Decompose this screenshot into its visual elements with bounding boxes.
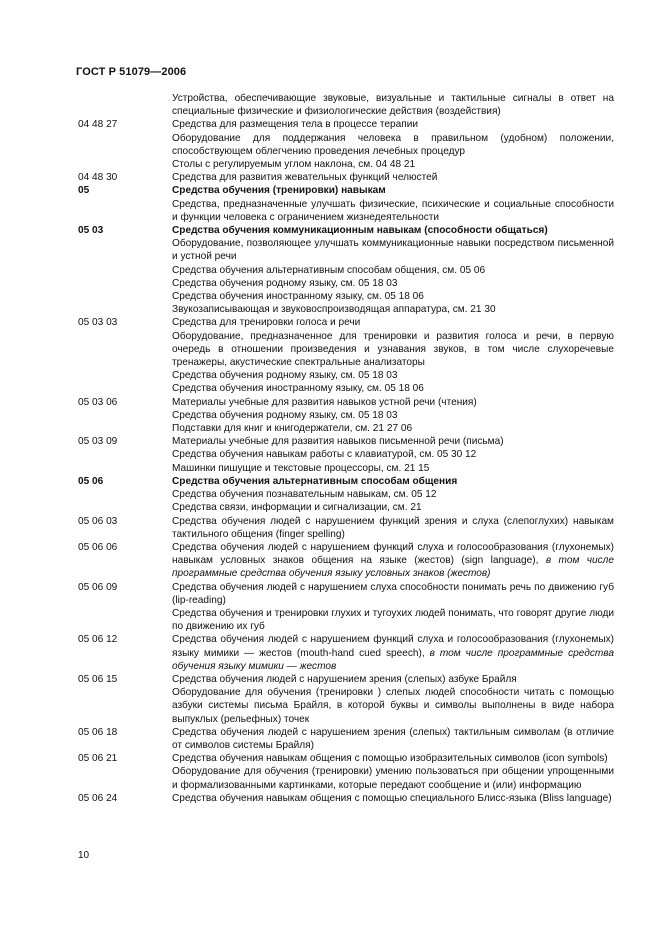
row-text-main: Средства обучения родному языку, см. 05 18 03 <box>172 277 398 289</box>
classification-row <box>0 765 661 791</box>
row-text <box>172 633 614 673</box>
classification-row <box>0 475 661 488</box>
classification-row <box>0 752 661 765</box>
classification-row <box>0 501 661 514</box>
row-text <box>172 237 614 263</box>
row-text <box>172 132 614 158</box>
row-text <box>172 607 614 633</box>
row-code: 05 <box>78 185 90 197</box>
row-text-main: Средства обучения людей с нарушением слуха способности понимать речь по движению губ (lip-reading) <box>172 581 614 606</box>
row-text <box>172 118 614 131</box>
row-code: 05 06 18 <box>78 726 118 738</box>
row-text-main: Средства обучения родному языку, см. 05 18 03 <box>172 370 398 382</box>
classification-row <box>0 277 661 290</box>
page-number: 10 <box>78 850 90 861</box>
row-text <box>172 184 614 197</box>
row-text <box>172 382 614 395</box>
classification-row <box>0 541 661 581</box>
row-text-main: Средства обучения альтернативным способам общения, см. 05 06 <box>172 264 486 276</box>
row-code: 05 06 15 <box>78 673 118 685</box>
row-text-main: Средства обучения иностранному языку, см. 05 18 06 <box>172 291 424 303</box>
row-code: 05 06 <box>78 475 104 487</box>
row-text <box>172 158 614 171</box>
row-text-italic: в том числе программные средства обучения языку мимики — жестов <box>172 647 614 672</box>
row-text-main: Средства обучения иностранному языку, см. 05 18 06 <box>172 383 424 395</box>
classification-row <box>0 237 661 263</box>
classification-row <box>0 633 661 673</box>
classification-row <box>0 369 661 382</box>
row-text <box>172 765 614 791</box>
row-text <box>172 409 614 422</box>
row-text-main: Оборудование, позволяющее улучшать коммуникационные навыки посредством письменной и устной речи <box>172 238 614 263</box>
row-text-main: Материалы учебные для развития навыков устной речи (чтения) <box>172 396 477 408</box>
row-text <box>172 396 614 409</box>
classification-row <box>0 92 661 118</box>
row-text-main: Материалы учебные для развития навыков письменной речи (письма) <box>172 436 504 448</box>
row-text <box>172 488 614 501</box>
row-text <box>172 303 614 316</box>
row-text-main: Средства обучения родному языку, см. 05 18 03 <box>172 409 398 421</box>
classification-row <box>0 448 661 461</box>
row-code: 04 48 30 <box>78 172 118 184</box>
row-text-main: Подставки для книг и книгодержатели, см. 21 27 06 <box>172 423 413 435</box>
row-text-main: Средства обучения навыкам общения с помощью специального Блисс-языка (Bliss language) <box>172 792 612 804</box>
document-body <box>0 92 661 805</box>
row-text-main: Средства для развития жевательных функций челюстей <box>172 172 438 184</box>
row-text <box>172 462 614 475</box>
row-text <box>172 448 614 461</box>
classification-row <box>0 488 661 501</box>
row-text <box>172 316 614 329</box>
classification-row <box>0 264 661 277</box>
row-text-main: Машинки пишущие и текстовые процессоры, см. 21 15 <box>172 462 430 474</box>
row-code: 04 48 27 <box>78 119 118 131</box>
classification-row <box>0 607 661 633</box>
row-text-main: Звукозаписывающая и звуковоспроизводящая аппаратура, см. 21 30 <box>172 304 496 316</box>
row-text-main: Средства обучения людей с нарушением зрения (слепых) тактильным символам (в отличие от символов системы Брайля) <box>172 726 614 751</box>
row-code: 05 03 06 <box>78 396 118 408</box>
row-code: 05 03 09 <box>78 436 118 448</box>
row-code: 05 03 03 <box>78 317 118 329</box>
classification-row <box>0 224 661 237</box>
row-text-main: Средства обучения навыкам общения с помощью изобразительных символов (icon symbols) <box>172 753 608 765</box>
classification-row <box>0 462 661 475</box>
row-code: 05 06 09 <box>78 581 118 593</box>
row-text <box>172 369 614 382</box>
row-text <box>172 541 614 581</box>
classification-row <box>0 396 661 409</box>
classification-row <box>0 792 661 805</box>
row-code: 05 06 24 <box>78 792 118 804</box>
row-code: 05 06 06 <box>78 541 118 553</box>
row-text <box>172 792 614 805</box>
row-text-main: Средства связи, информации и сигнализации, см. 21 <box>172 502 422 514</box>
row-text-main: Устройства, обеспечивающие звуковые, визуальные и тактильные сигналы в ответ на специальные физические и физиологические действия (воздействия) <box>172 93 614 118</box>
classification-row <box>0 198 661 224</box>
classification-row <box>0 686 661 726</box>
row-text <box>172 581 614 607</box>
row-text-main: Средства обучения (тренировки) навыкам <box>172 185 386 197</box>
row-text-main: Средства обучения людей с нарушением функций слуха и голосообразования (глухонемых) языку мимики — жестов (mouth-hand cued speech), <box>172 634 614 659</box>
row-text <box>172 501 614 514</box>
row-text <box>172 224 614 237</box>
classification-row <box>0 673 661 686</box>
row-text <box>172 290 614 303</box>
row-text <box>172 422 614 435</box>
row-text-main: Средства, предназначенные улучшать физические, психические и социальные способности и функции человека с ограничением жизнедеятельности <box>172 198 614 223</box>
row-text <box>172 264 614 277</box>
row-text-main: Средства для тренировки голоса и речи <box>172 317 361 329</box>
row-text-main: Оборудование для обучения (тренировки) умению пользоваться при общении упрощенными и формализованными картинками, которые передают сообщение и (или) информацию <box>172 766 614 791</box>
row-code: 05 06 03 <box>78 515 118 527</box>
row-text-main: Средства для размещения тела в процессе терапии <box>172 119 418 131</box>
classification-row <box>0 435 661 448</box>
classification-row <box>0 581 661 607</box>
row-text-italic: в том числе программные средства обучения языку условных знаков (жестов) <box>172 555 614 580</box>
row-text <box>172 330 614 370</box>
row-text-main: Средства обучения коммуникационным навыкам (способности общаться) <box>172 225 548 237</box>
row-text <box>172 277 614 290</box>
classification-row <box>0 118 661 131</box>
classification-row <box>0 303 661 316</box>
row-text-main: Средства обучения людей с нарушением зрения (слепых) азбуке Брайля <box>172 673 517 685</box>
classification-row <box>0 184 661 197</box>
classification-row <box>0 132 661 158</box>
row-text-main: Средства обучения и тренировки глухих и тугоухих людей понимать, что говорят другие люди по движению их губ <box>172 607 614 633</box>
row-text <box>172 171 614 184</box>
classification-row <box>0 515 661 541</box>
row-text-main: Средства обучения навыкам работы с клавиатурой, см. 05 30 12 <box>172 449 477 461</box>
row-text <box>172 673 614 686</box>
row-text <box>172 92 614 118</box>
classification-row <box>0 726 661 752</box>
classification-row <box>0 171 661 184</box>
classification-row <box>0 422 661 435</box>
document-header: ГОСТ Р 51079—2006 <box>76 66 187 78</box>
row-text-main: Оборудование для обучения (тренировки ) слепых людей способности читать с помощью азбуки системы письма Брайля, в которой буквы и символы выполнены в виде набора выпуклых (рельефных) точек <box>172 687 614 725</box>
row-text-main: Средства обучения людей с нарушением функций зрения и слуха (слепоглухих) навыкам тактильного общения (finger spelling) <box>172 515 614 540</box>
row-text <box>172 726 614 752</box>
row-text-main: Оборудование, предназначенное для тренировки и развития голоса и речи, в первую очередь в отношении произведения и узнавания звуков, в том числе слухоречевые тренажеры, акустические спектральные анализаторы <box>172 330 614 369</box>
row-text <box>172 752 614 765</box>
row-text-main: Средства обучения людей с нарушением функций слуха и голосообразования (глухонемых) навыкам условных знаков общения на языке (жестов) (sign language), <box>172 541 614 567</box>
row-text <box>172 515 614 541</box>
row-code: 05 03 <box>78 225 104 237</box>
classification-row <box>0 158 661 171</box>
row-text-main: Средства обучения альтернативным способам общения <box>172 475 458 487</box>
classification-row <box>0 290 661 303</box>
row-text <box>172 435 614 448</box>
row-text <box>172 686 614 726</box>
classification-row <box>0 330 661 370</box>
classification-row <box>0 382 661 395</box>
row-text-main: Средства обучения познавательным навыкам, см. 05 12 <box>172 489 437 501</box>
row-code: 05 06 21 <box>78 753 118 765</box>
row-text <box>172 198 614 224</box>
classification-row <box>0 409 661 422</box>
classification-row <box>0 316 661 329</box>
row-code: 05 06 12 <box>78 634 118 646</box>
row-text-main: Оборудование для поддержания человека в правильном (удобном) положении, способствующем облегчению проведения лечебных процедур <box>172 132 614 157</box>
row-text-main: Столы с регулируемым углом наклона, см. 04 48 21 <box>172 159 416 171</box>
row-text <box>172 475 614 488</box>
